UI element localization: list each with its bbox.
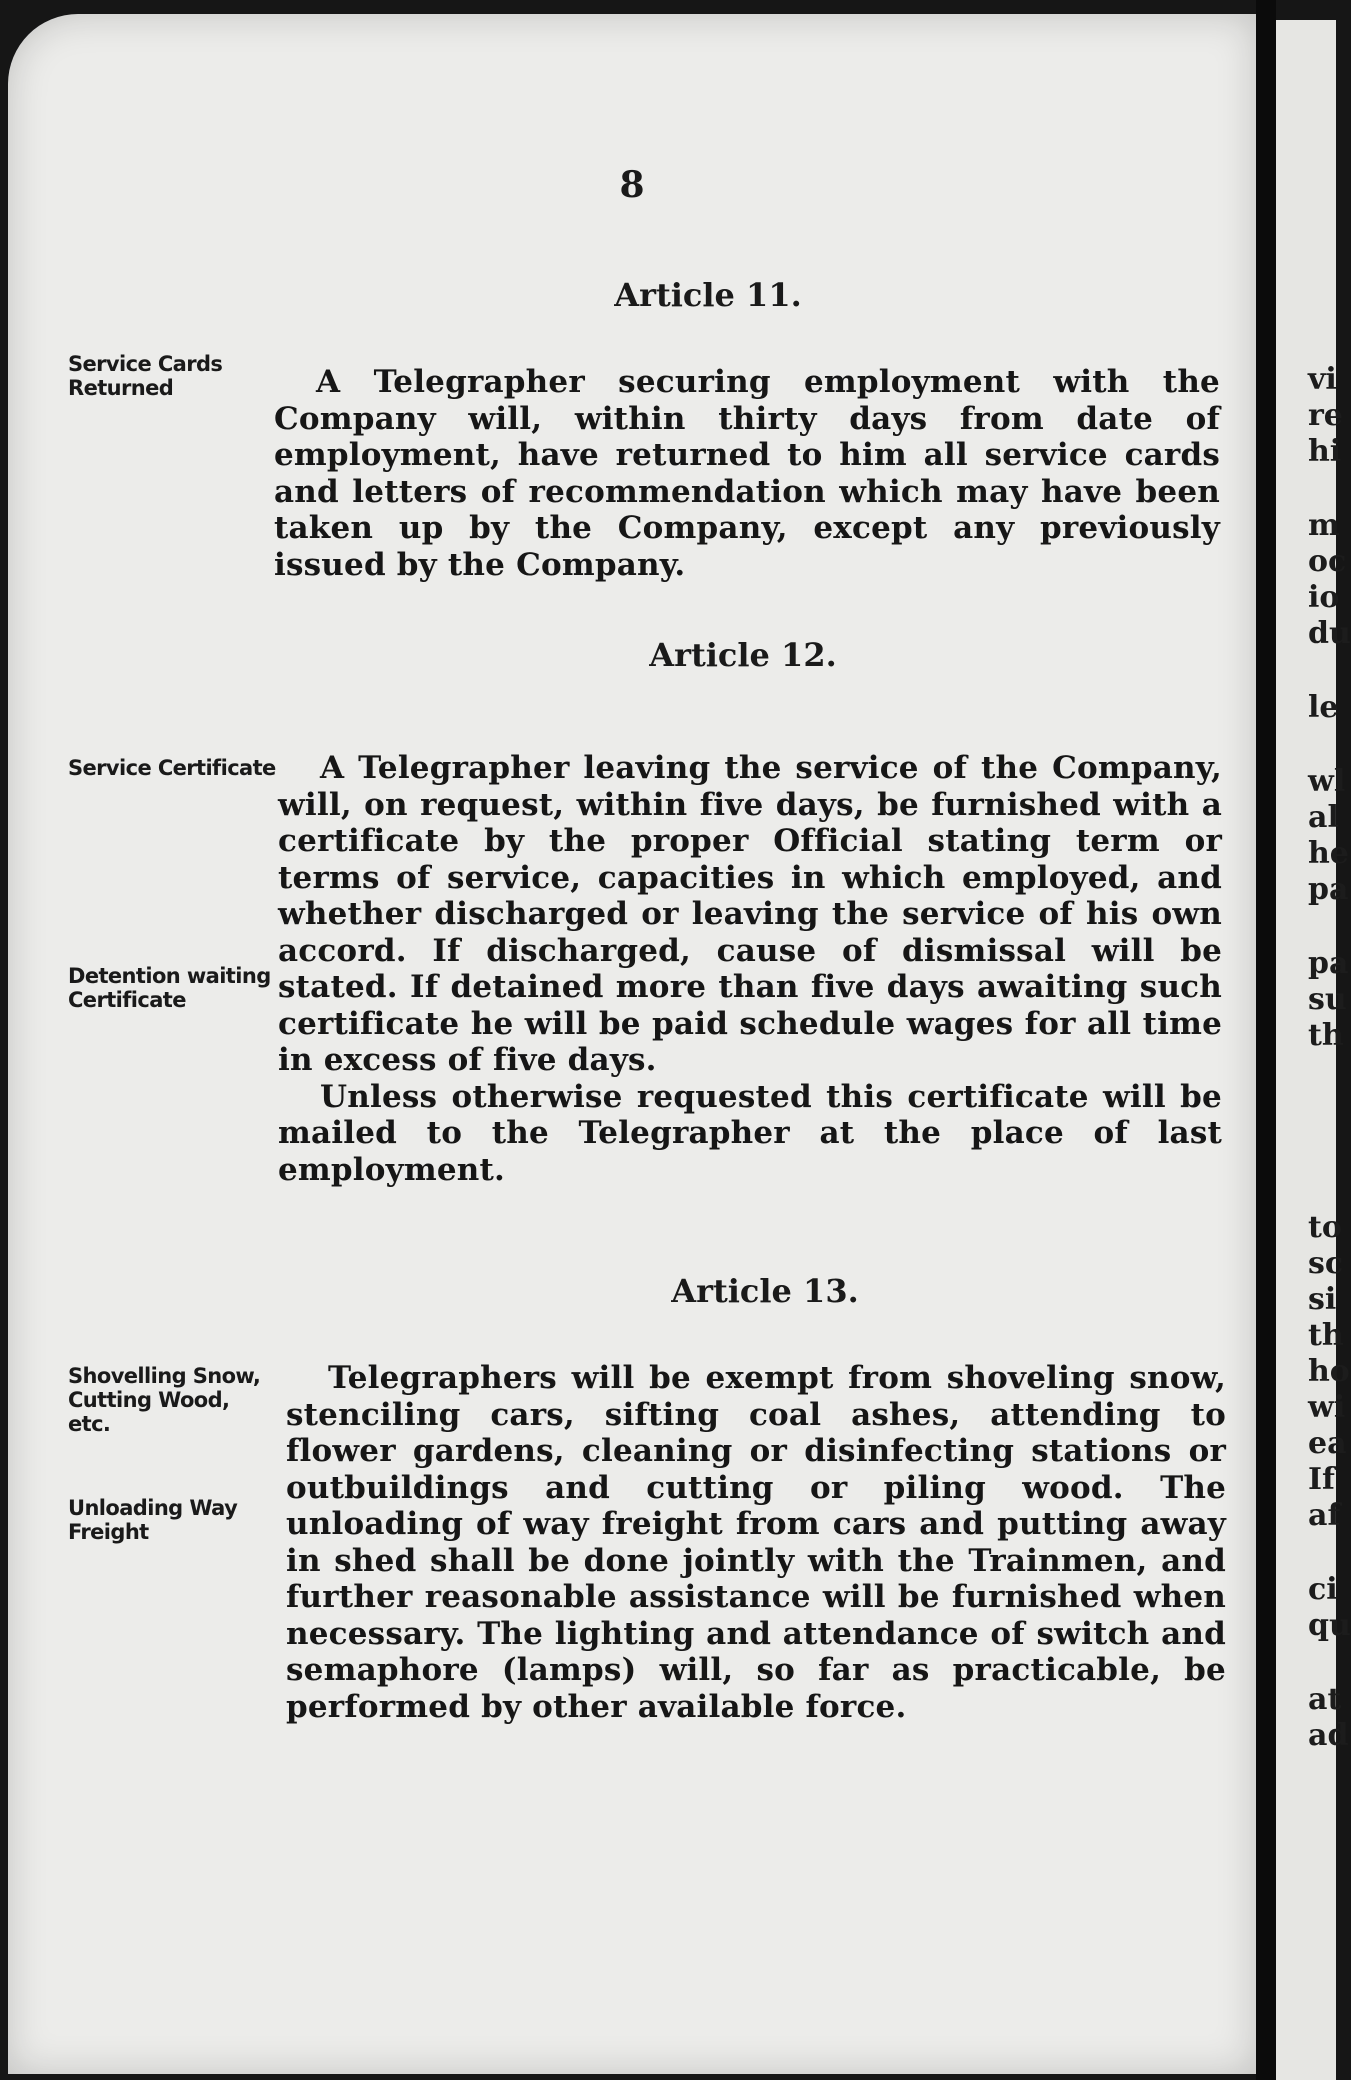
right-fragment: m (1308, 508, 1340, 543)
page-number: 8 (619, 164, 645, 206)
right-fragment: wl (1308, 764, 1346, 799)
right-fragment: io (1308, 580, 1340, 615)
right-fragment: ci (1308, 1572, 1338, 1607)
article-11-body (274, 364, 1220, 583)
right-fragment: oc (1308, 544, 1347, 579)
right-fragment: al (1308, 800, 1339, 835)
right-fragment: hi (1308, 434, 1342, 469)
right-fragment: si (1308, 1282, 1337, 1317)
right-fragment: If (1308, 1462, 1335, 1497)
right-fragment: vi (1308, 362, 1337, 397)
right-fragment: ea (1308, 1426, 1347, 1461)
right-fragment: ad (1308, 1718, 1349, 1753)
article-13-title: Article 13. (671, 1272, 859, 1310)
right-fragment: wi (1308, 1390, 1346, 1425)
margin-note-service-certificate: Service Certificate (68, 756, 276, 780)
article-11-title: Article 11. (614, 276, 802, 314)
right-fragment: qu (1308, 1608, 1351, 1643)
article-11-paragraph: A Telegrapher securing employment with the Company will, within thirty days from date of employment, have returned to him all service cards and letters of recommendation which may have been taken up by the Company, except any previously issued by the Company. (274, 364, 1220, 583)
margin-note-unloading: Unloading Way Freight (68, 1496, 238, 1544)
right-fragment: to (1308, 1210, 1342, 1245)
article-12-paragraph-2: Unless otherwise requested this certificate will be mailed to the Telegrapher at the place of last employment. (278, 1078, 1222, 1188)
book-page (8, 14, 1256, 2074)
right-fragment: sc (1308, 1246, 1344, 1281)
right-fragment: ho (1308, 1354, 1350, 1389)
article-12-title: Article 12. (649, 636, 837, 674)
margin-note-detention-certificate: Detention waiting Certificate (68, 964, 271, 1012)
article-13-paragraph: Telegraphers will be exempt from shoveling snow, stenciling cars, sifting coal ashes, attending to flower gardens, cleaning or disinfecting stations or outbuildings and cutting or piling wood. The unloading of way freight from cars and putting away in shed shall be done jointly with the Trainmen, and further reasonable assistance will be furnished when necessary. The lighting and attendance of switch and semaphore (lamps) will, so far as practicable, be performed by other available force. (286, 1360, 1226, 1725)
right-fragment: pa (1308, 946, 1349, 981)
article-12-body (278, 750, 1222, 1188)
right-fragment: du (1308, 616, 1351, 651)
right-fragment: th (1308, 1018, 1344, 1053)
right-fragment: af (1308, 1498, 1341, 1533)
right-fragment: th (1308, 1318, 1344, 1353)
margin-note-shovelling: Shovelling Snow, Cutting Wood, etc. (68, 1364, 261, 1436)
right-fragment: su (1308, 982, 1347, 1017)
article-13-body (286, 1360, 1226, 1725)
book-gutter (1256, 0, 1276, 2080)
article-12-paragraph-1: A Telegrapher leaving the service of the Company, will, on request, within five days, be furnished with a certificate by the proper Official stating term or terms of service, capacities in which employed, and whether discharged or leaving the service of his own accord. If discharged, cause of dismissal will be stated. If detained more than five days awaiting such certificate he will be paid schedule wages for all time in excess of five days. (278, 750, 1222, 1078)
right-fragment: pa (1308, 872, 1349, 907)
right-fragment: at (1308, 1682, 1342, 1717)
margin-note-service-cards: Service Cards Returned (68, 352, 223, 400)
right-fragment: re (1308, 398, 1343, 433)
right-fragment: he (1308, 836, 1349, 871)
right-fragment: le (1308, 690, 1339, 725)
